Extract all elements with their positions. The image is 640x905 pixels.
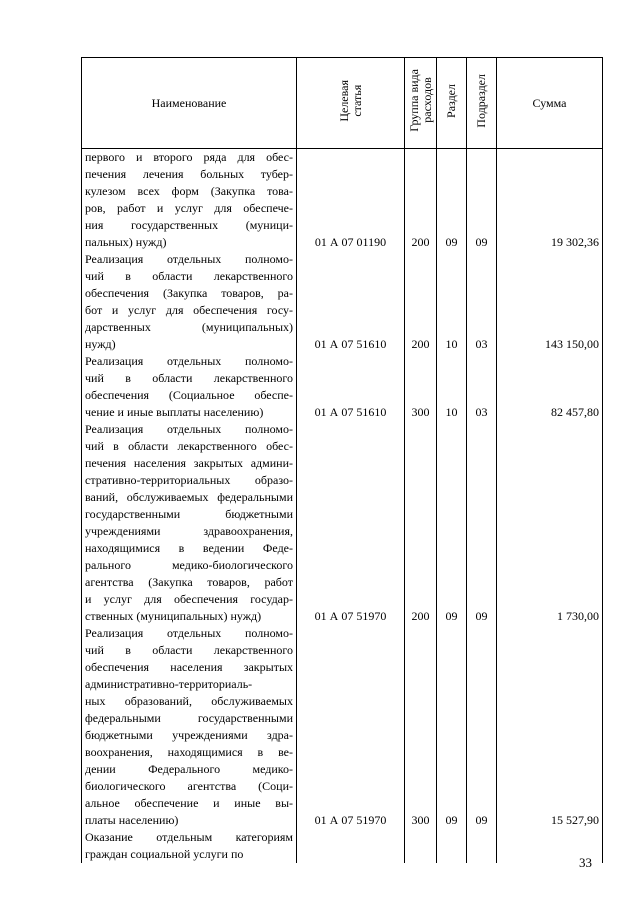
row-sum: 143 150,00 (497, 251, 603, 353)
row-name-line: ственных (муниципальных) нужд) (85, 609, 262, 623)
row-name-line: платы населению) (85, 813, 179, 827)
table-row (82, 353, 603, 421)
row-subsection: 09 (467, 625, 497, 829)
row-sum: 1 730,00 (497, 421, 603, 625)
header-article: Целевая статья (297, 58, 405, 149)
table-row (82, 149, 603, 252)
row-name-line: чение и иные выплаты населению) (85, 405, 264, 419)
row-name-line: печения лечения больных тубер- (85, 167, 293, 181)
row-name-line: чий в области лекарственного (85, 643, 293, 657)
row-name-line: Оказание отдельным категориям (85, 830, 293, 844)
row-name-line: ных образований, обслуживаемых (85, 694, 293, 708)
row-name-cell (82, 149, 297, 252)
row-name-line: пальных) нужд) (85, 235, 167, 249)
row-name-line: Реализация отдельных полномо- (85, 252, 293, 266)
row-name-line: граждан социальной услуги по (85, 847, 244, 861)
row-name-line: альное обеспечение и иные вы- (85, 796, 293, 810)
page-number: 33 (579, 855, 592, 870)
table-row (82, 625, 603, 829)
row-name-line: обеспечения (Социальное обеспе- (85, 388, 293, 402)
row-section (437, 829, 467, 863)
row-subsection: 03 (467, 251, 497, 353)
row-group (405, 829, 437, 863)
row-group: 300 (405, 353, 437, 421)
row-name-line: нужд) (85, 337, 116, 351)
table-row (82, 829, 603, 863)
row-article: 01 А 07 51610 (297, 353, 405, 421)
row-article: 01 А 07 51970 (297, 625, 405, 829)
row-name-line: Реализация отдельных полномо- (85, 422, 293, 436)
table-body (82, 149, 603, 864)
row-name-line: кулезом всех форм (Закупка това- (85, 184, 293, 198)
row-name-line: бюджетными учреждениями здра- (85, 728, 293, 742)
row-name-line: агентства (Закупка товаров, работ (85, 575, 293, 589)
row-group: 200 (405, 149, 437, 252)
row-group: 200 (405, 251, 437, 353)
row-name-line: и услуг для обеспечения государ- (85, 592, 293, 606)
row-name-line: государственными бюджетными (85, 507, 293, 521)
header-name: Наименование (82, 58, 297, 149)
header-subsection: Подраздел (467, 58, 497, 149)
row-sum: 15 527,90 (497, 625, 603, 829)
row-section: 09 (437, 421, 467, 625)
row-name-line: биологического агентства (Соци- (85, 779, 293, 793)
row-name-line: печения населения закрытых админи- (85, 456, 293, 470)
row-name-line: рального медико-биологического (85, 558, 293, 572)
row-subsection: 09 (467, 421, 497, 625)
row-subsection: 09 (467, 149, 497, 252)
row-name-cell (82, 353, 297, 421)
table-row (82, 251, 603, 353)
table-row (82, 421, 603, 625)
header-group: Группа вида расходов (405, 58, 437, 149)
row-name-line: ров, работ и услуг для обеспече- (85, 201, 293, 215)
row-name-line: чий в области лекарственного (85, 269, 293, 283)
row-sum: 19 302,36 (497, 149, 603, 252)
row-name-line: федеральными государственными (85, 711, 293, 725)
row-section: 10 (437, 251, 467, 353)
table-header-row (82, 58, 603, 149)
row-subsection (467, 829, 497, 863)
row-name-line: обеспечения населения закрытых (85, 660, 293, 674)
row-name-line: находящимися в ведении Феде- (85, 541, 293, 555)
row-name-cell (82, 421, 297, 625)
row-sum: 82 457,80 (497, 353, 603, 421)
row-name-line: воохранения, находящимися в ве- (85, 745, 293, 759)
row-article: 01 А 07 51610 (297, 251, 405, 353)
header-sum: Сумма (497, 58, 603, 149)
row-subsection: 03 (467, 353, 497, 421)
row-name-cell (82, 251, 297, 353)
header-section: Раздел (437, 58, 467, 149)
budget-table (81, 57, 603, 863)
row-article: 01 А 07 01190 (297, 149, 405, 252)
row-name-line: обеспечения (Закупка товаров, ра- (85, 286, 293, 300)
row-name-line: ния государственных (муници- (85, 218, 293, 232)
row-section: 10 (437, 353, 467, 421)
row-name-line: учреждениями здравоохранения, (85, 524, 293, 538)
row-name-line: Реализация отдельных полномо- (85, 626, 293, 640)
row-name-line: чий в области лекарственного (85, 371, 293, 385)
row-section: 09 (437, 625, 467, 829)
row-name-line: Реализация отдельных полномо- (85, 354, 293, 368)
row-name-line: стративно-территориальных образо- (85, 473, 293, 487)
row-name-cell (82, 625, 297, 829)
row-name-line: дарственных (муниципальных) (85, 320, 293, 334)
row-article: 01 А 07 51970 (297, 421, 405, 625)
row-name-line: чий в области лекарственного обес- (85, 439, 293, 453)
row-name-line: дении Федерального медико- (85, 762, 293, 776)
row-group: 300 (405, 625, 437, 829)
row-article (297, 829, 405, 863)
row-name-line: бот и услуг для обеспечения госу- (85, 303, 293, 317)
row-name-line: ваний, обслуживаемых федеральными (85, 490, 293, 504)
row-section: 09 (437, 149, 467, 252)
row-name-line: первого и второго ряда для обес- (85, 150, 293, 164)
row-name-cell (82, 829, 297, 863)
row-group: 200 (405, 421, 437, 625)
row-name-line: административно-территориаль- (85, 677, 253, 691)
